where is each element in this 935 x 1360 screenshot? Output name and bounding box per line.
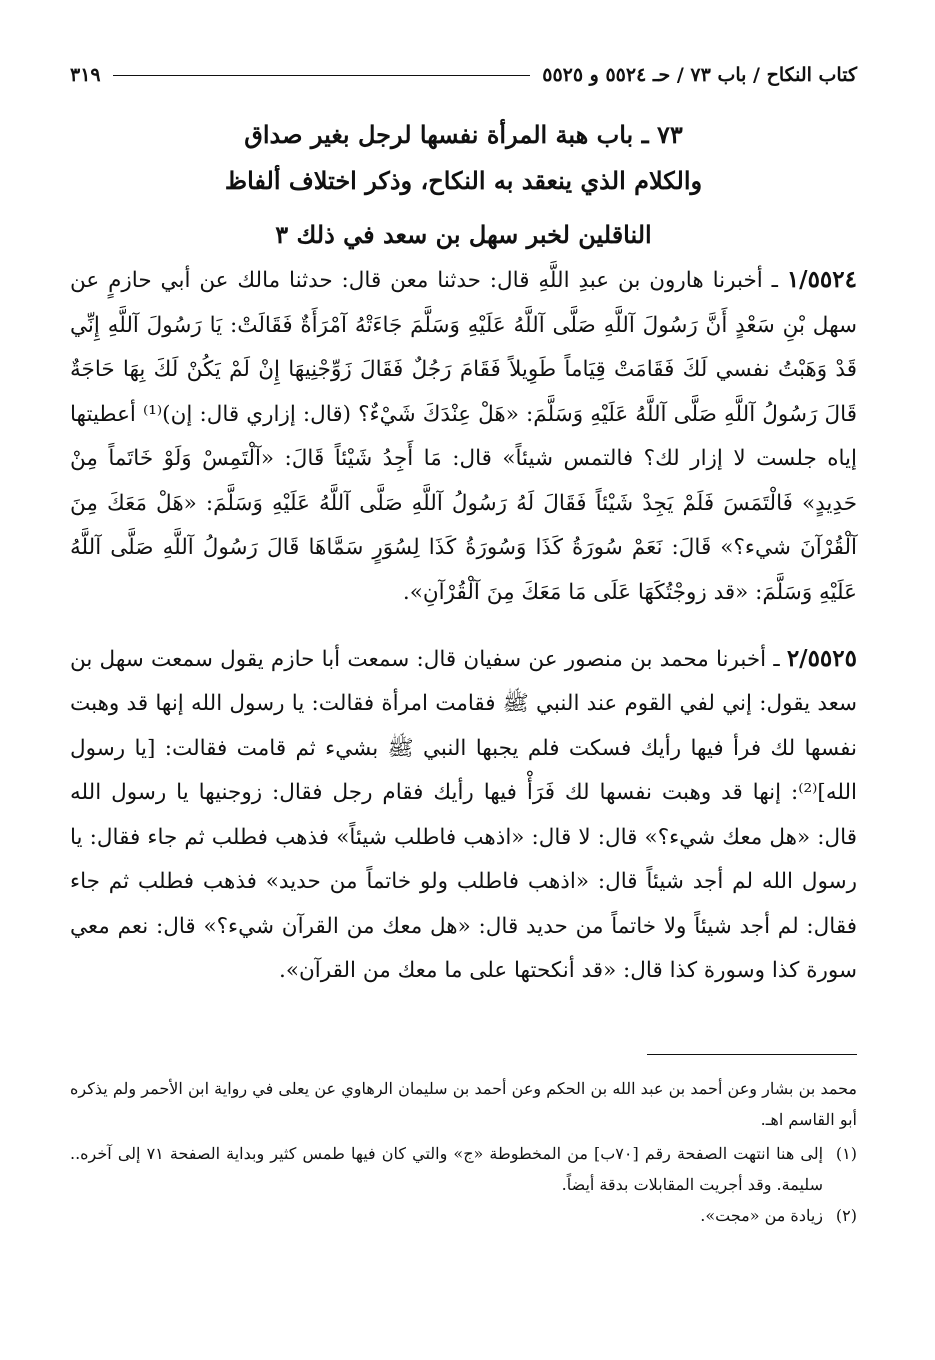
footnote-text: زيادة من «مجت». — [700, 1205, 823, 1225]
hadith-number: ٢/٥٥٢٥ — [786, 644, 857, 672]
chapter-heading-line-3: الناقلين لخبر سهل بن سعد في ذلك ٣ — [275, 220, 652, 249]
hadith-5524 — [70, 258, 857, 615]
footnote-marker: (٢) — [835, 1205, 857, 1225]
header-rule — [113, 75, 531, 76]
chapter-heading-line-1: ٧٣ ـ باب هبة المرأة نفسها لرجل بغير صداق — [244, 120, 683, 149]
hadith-text: ـ أخبرنا هارون بن عبدِ اللَّهِ قال: حدثنا معن قال: حدثنا مالك عن أبي حازمٍ عن سهل بْنِ سَعْدٍ أَنَّ رَسُولَ آللَّهِ صَلَّى آللَّهُ عَلَيْهِ وَسَلَّمَ جَاءَتْهُ آمْرَأَةٌ فَقَالَتْ: يَا رَسُولَ آللَّهِ إِنِّي قَدْ وَهَبْتُ نفسي لَكَ فَقَامَتْ قِيَاماً طَوِيلاً فَقَامَ رَجُلٌ فَقَالَ زَوِّجْنِيهَا إِنْ لَمْ يَكُنْ لَكَ بِهَا حَاجَةٌ قَالَ رَسُولُ آللَّهِ صَلَّى آللَّهُ عَلَيْهِ وَسَلَّمَ: «هَلْ عِنْدَكَ شَيْءٌ؟ (قال: إزاري قال: إن)⁽¹⁾ أعطيتها إياه جلست لا إزار لك؟ فالتمس شيئاً» قال: مَا أَجِدُ شَيْئاً قَالَ: «آلْتَمِسْ وَلَوْ خَاتَماً مِنْ حَدِيدٍ» فَالْتَمَسَ فَلَمْ يَجِدْ شَيْئاً فَقَالَ لَهُ رَسُولُ آللَّهِ صَلَّى آللَّهُ عَلَيْهِ وَسَلَّمَ: «هَلْ مَعَكَ مِنَ آلْقُرْآنَ شيء؟» قَالَ: نَعَمْ سُورَةُ كَذَا وَسُورَةُ كَذَا لِسُوَرٍ سَمَّاهَا قَالَ رَسُولُ آللَّهِ صَلَّى آللَّهُ عَلَيْهِ وَسَلَّمَ: «قد زوجْتُكَهَا عَلَى مَا مَعَكَ مِنَ آلْقُرْآنِ». — [70, 268, 857, 605]
footnote-marker: (١) — [835, 1143, 857, 1163]
footnote-continuation: محمد بن بشار وعن أحمد بن عبد الله بن الحكم وعن أحمد بن سليمان الرهاوي عن يعلى في رواية ابن الأحمر ولم يذكره أبو القاسم اهـ. — [70, 1078, 857, 1129]
footnotes — [70, 1073, 857, 1231]
hadith-5525 — [70, 637, 857, 994]
running-header — [70, 58, 857, 92]
book-page — [70, 58, 857, 1340]
chapter-heading — [70, 112, 857, 258]
chapter-heading-line-2: والكلام الذي ينعقد به النكاح، وذكر اختلاف ألفاظ — [224, 166, 703, 195]
hadith-number: ١/٥٥٢٤ — [786, 266, 857, 293]
hadith-text: ـ أخبرنا محمد بن منصور عن سفيان قال: سمعت أبا حازم يقول سمعت سهل بن سعد يقول: إني لفي القوم عند النبي ﷺ فقامت امرأة فقالت: يا رسول الله إنها قد وهبت نفسها لك فرأ فيها رأيك فسكت فلم يجبها النبي ﷺ بشيء ثم قامت فقالت: [يا رسول الله]⁽²⁾: إنها قد وهبت نفسها لك فَرَأْ فيها رأيك فقام رجل فقال: زوجنيها يا رسول الله قال: «هل معك شيء؟» قال: لا قال: «اذهب فاطلب شيئاً» فذهب فطلب ثم جاء فقال: يا رسول الله لم أجد شيئاً قال: «اذهب فاطلب ولو خاتماً من حديد» فذهب فطلب ثم جاء فقال: لم أجد شيئاً ولا خاتماً من حديد قال: «هل معك من القرآن شيء؟» قال: نعم معي سورة كذا وسورة كذا قال: «قد أنكحتها على ما معك من القرآن». — [70, 646, 857, 983]
running-header-title: كتاب النكاح / باب ٧٣ / حـ ٥٥٢٤ و ٥٥٢٥ — [542, 64, 857, 86]
footnote-1 — [70, 1138, 857, 1200]
footnote-2 — [70, 1200, 857, 1231]
footnote-text: إلى هنا انتهت الصفحة رقم [٧٠ب] من المخطوطة «ج» والتي كان فيها طمس كثير وبداية الصفحة ٧١ إلى آخره.. سليمة. وقد أجريت المقابلات بدقة أيضاً. — [70, 1143, 824, 1194]
footnote-separator — [647, 1054, 857, 1055]
page-number: ٣١٩ — [70, 64, 101, 86]
